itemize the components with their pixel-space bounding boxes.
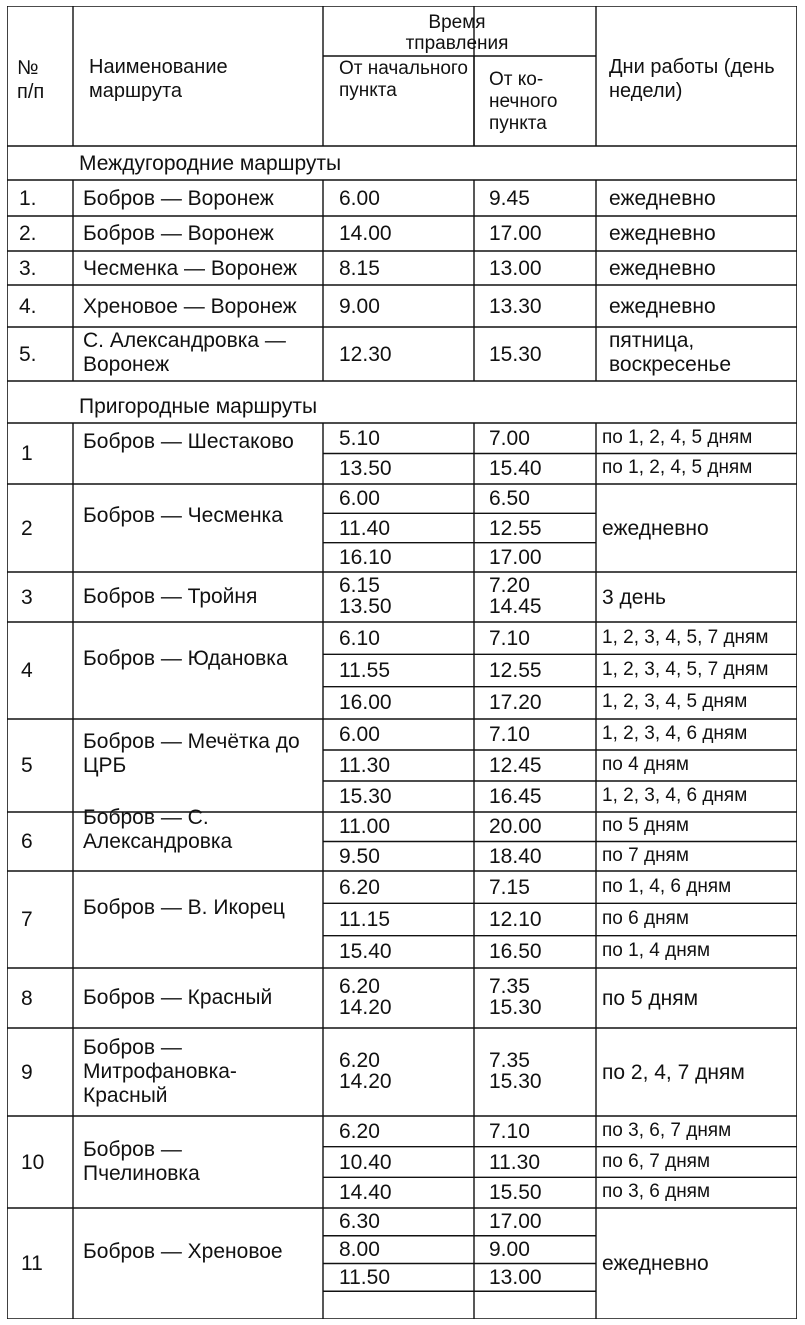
route-name: Бобров — Хреновое: [83, 1239, 283, 1263]
departure-time: 12.30: [339, 342, 392, 366]
departure-time: 13.50: [339, 595, 392, 618]
departure-time: 11.30: [339, 754, 390, 777]
return-time: 16.50: [489, 940, 542, 964]
working-days: по 1, 4 дням: [602, 940, 711, 962]
return-time: 7.35: [489, 1049, 530, 1072]
route-number: 9: [21, 1060, 33, 1084]
return-time: 18.40: [489, 844, 542, 868]
route-name: Бобров — Юдановка: [83, 646, 288, 670]
departure-time: 6.00: [339, 186, 380, 210]
route-name: Бобров — Пчелиновка: [83, 1138, 200, 1185]
working-days: 1, 2, 3, 4, 5 дням: [602, 691, 748, 713]
working-days: по 6, 7 дням: [602, 1150, 711, 1172]
route-number: 5: [21, 754, 33, 777]
route-name: Бобров — Мечётка до ЦРБ: [83, 729, 300, 777]
route-name: Бобров — Митрофановка- Красный: [83, 1036, 237, 1107]
route-number: 11: [21, 1252, 43, 1275]
route-name: Чесменка — Воронеж: [83, 256, 298, 280]
row-number: 1.: [19, 186, 37, 210]
return-time: 16.45: [489, 785, 542, 808]
route-name: Бобров — Воронеж: [83, 222, 274, 245]
route-name: С. Александровка — Воронеж: [83, 329, 286, 376]
return-time: 17.20: [489, 691, 542, 715]
route-number: 7: [21, 908, 33, 931]
departure-time: 6.00: [339, 723, 380, 746]
return-time: 17.00: [489, 222, 542, 245]
route-name: Бобров — Чесменка: [83, 504, 283, 527]
return-time: 12.55: [489, 659, 542, 682]
return-time: 14.45: [489, 595, 542, 618]
working-days: 1, 2, 3, 4, 5, 7 дням: [602, 659, 769, 680]
working-days: по 5 дням: [602, 986, 699, 1010]
route-number: 4: [21, 659, 33, 682]
working-days: ежедневно: [609, 222, 716, 245]
return-time: 9.45: [489, 186, 530, 210]
row-number: 4.: [19, 294, 37, 318]
working-days: по 3, 6 дням: [602, 1181, 711, 1203]
route-name: Бобров — Тройня: [83, 585, 258, 608]
route-number: 2: [21, 516, 33, 540]
departure-time: 16.00: [339, 691, 392, 715]
departure-time: 14.20: [339, 996, 392, 1019]
route-number: 10: [21, 1150, 45, 1174]
working-days: по 1, 2, 4, 5 дням: [602, 457, 753, 479]
departure-time: 13.50: [339, 457, 392, 481]
working-days: по 7 дням: [602, 844, 689, 866]
working-days: 3 день: [602, 585, 666, 609]
departure-time: 8.00: [339, 1238, 380, 1262]
return-time: 7.35: [489, 975, 530, 998]
working-days: пятница, воскресенье: [609, 329, 732, 376]
route-name: Бобров — Шестаково: [83, 429, 294, 453]
working-days: по 2, 4, 7 дням: [602, 1060, 745, 1084]
route-name: Бобров — Красный: [83, 986, 273, 1009]
departure-time: 6.20: [339, 1119, 380, 1143]
departure-time: 16.10: [339, 545, 392, 569]
return-time: 11.30: [489, 1150, 540, 1174]
departure-time: 6.20: [339, 975, 380, 998]
departure-time: 15.40: [339, 940, 392, 964]
header-time-group: Время тправления: [405, 12, 509, 54]
departure-time: 6.20: [339, 1049, 380, 1072]
return-time: 15.50: [489, 1181, 542, 1205]
departure-time: 11.15: [339, 908, 390, 931]
header-route-name: Наименование маршрута: [89, 56, 228, 102]
departure-time: 10.40: [339, 1150, 392, 1174]
return-time: 13.00: [489, 1265, 542, 1289]
row-number: 3.: [19, 256, 37, 280]
working-days: 1, 2, 3, 4, 6 дням: [602, 785, 748, 806]
return-time: 12.45: [489, 754, 542, 777]
header-from-start: От начального пункта: [339, 58, 468, 101]
return-time: 6.50: [489, 487, 530, 511]
row-number: 2.: [19, 222, 37, 245]
working-days: по 1, 2, 4, 5 дням: [602, 426, 753, 448]
working-days: ежедневно: [609, 294, 716, 318]
header-from-end: От ко-нечного пункта: [489, 69, 558, 134]
departure-time: 14.00: [339, 222, 392, 245]
return-time: 15.30: [489, 342, 542, 366]
departure-time: 5.10: [339, 426, 380, 450]
departure-time: 9.00: [339, 294, 380, 318]
departure-time: 6.30: [339, 1210, 380, 1234]
departure-time: 9.50: [339, 844, 380, 868]
working-days: по 6 дням: [602, 908, 689, 929]
return-time: 17.00: [489, 1210, 542, 1234]
working-days: ежедневно: [602, 516, 709, 540]
return-time: 15.30: [489, 1070, 542, 1093]
departure-time: 15.30: [339, 785, 392, 808]
working-days: 1, 2, 3, 4, 6 дням: [602, 723, 748, 744]
working-days: по 4 дням: [602, 754, 689, 775]
working-days: ежедневно: [602, 1252, 709, 1275]
departure-time: 11.50: [339, 1265, 390, 1289]
departure-time: 11.55: [339, 659, 390, 682]
working-days: по 5 дням: [602, 815, 689, 837]
working-days: по 1, 4, 6 дням: [602, 875, 732, 897]
return-time: 20.00: [489, 815, 542, 839]
departure-time: 14.40: [339, 1181, 392, 1205]
route-name: Бобров — С. Александровка: [83, 805, 233, 853]
route-name: Бобров — Воронеж: [83, 186, 274, 210]
return-time: 15.30: [489, 996, 542, 1019]
route-number: 3: [21, 585, 33, 609]
route-number: 1: [21, 442, 33, 465]
return-time: 15.40: [489, 457, 542, 481]
return-time: 12.10: [489, 908, 542, 931]
working-days: по 3, 6, 7 дням: [602, 1119, 732, 1141]
working-days: ежедневно: [609, 256, 716, 280]
departure-time: 11.40: [339, 516, 390, 540]
departure-time: 6.00: [339, 487, 380, 511]
row-number: 5.: [19, 342, 37, 366]
working-days: 1, 2, 3, 4, 5, 7 дням: [602, 626, 769, 648]
route-name: Бобров — В. Икорец: [83, 895, 285, 919]
departure-time: 6.10: [339, 626, 380, 650]
route-name: Хреновое — Воронеж: [83, 294, 297, 318]
departure-time: 11.00: [339, 815, 390, 839]
return-time: 7.10: [489, 1119, 530, 1143]
section-suburban: Пригородные маршруты: [79, 395, 318, 418]
section-intercity: Междугородние маршруты: [79, 152, 342, 175]
header-num: № п/п: [17, 57, 45, 103]
route-number: 8: [21, 986, 33, 1010]
departure-time: 8.15: [339, 256, 380, 280]
return-time: 7.10: [489, 626, 530, 650]
return-time: 7.15: [489, 875, 530, 899]
working-days: ежедневно: [609, 186, 716, 210]
header-days: Дни работы (день недели): [609, 56, 775, 102]
departure-time: 6.20: [339, 875, 380, 899]
return-time: 7.20: [489, 574, 530, 597]
return-time: 17.00: [489, 545, 542, 569]
return-time: 13.00: [489, 256, 542, 280]
return-time: 7.00: [489, 426, 530, 450]
return-time: 13.30: [489, 294, 542, 318]
return-time: 9.00: [489, 1238, 530, 1262]
route-number: 6: [21, 830, 33, 853]
return-time: 7.10: [489, 723, 530, 746]
departure-time: 14.20: [339, 1070, 392, 1093]
return-time: 12.55: [489, 516, 542, 540]
departure-time: 6.15: [339, 574, 380, 597]
